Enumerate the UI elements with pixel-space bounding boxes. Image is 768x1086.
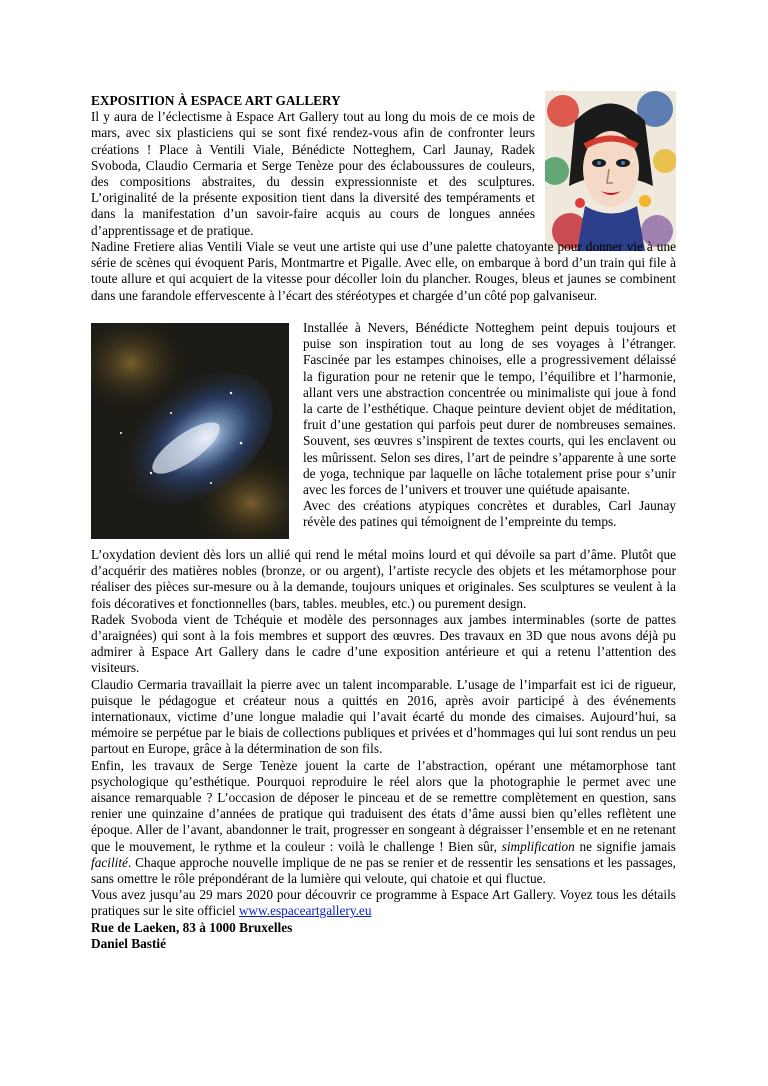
- paragraph-notteghem: Installée à Nevers, Bénédicte Notteghem peint depuis toujours et puise son inspiration tout au long de ses voyages à l’étranger. Fascinée par les estampes chinoises, elle a progressivement délaissé la figuration pour ne retenir que le tempo, l’équilibre et l’harmonie, allant vers une abstraction concentrée ou minimaliste qui joue à fond la carte de l’esthétique. Chaque peinture devient objet de méditation, fruit d’une gestation qui parfois peut durer de nombreuses semaines. Souvent, ses œuvres s’inspirent de textes courts, qui les enclavent ou les mûrissent. Selon ses dires, l’art de peindre s’apparente à une sorte de yoga, technique par laquelle on lâche totalement prise pour s’unir avec les forces de l’univers et trouver une quiétude apaisante.: [303, 320, 676, 498]
- ventili-section: [91, 239, 676, 304]
- teneze-emphasis-facilite: facilité: [91, 854, 128, 870]
- paragraph-svoboda: Radek Svoboda vient de Tchéquie et modèle des personnages aux jambes interminables (sorte de pattes d’araignées) qui sont à la fois membres et support des œuvres. Des travaux en 3D que nous avons déjà pu admirer à Espace Art Gallery dans le cadre d’une exposition antérieure et qui a retenu l’attention des visiteurs.: [91, 611, 676, 676]
- paragraph-closing: [91, 887, 676, 919]
- paragraph-intro: Il y aura de l’éclectisme à Espace Art Gallery tout au long du mois de ce mois de mars, avec six plasticiens qui se sont fixé rendez-vous afin de confronter leurs créations ! Place à Ventili Viale, Bénédicte Notteghem, Carl Jaunay, Radek Svoboda, Claudio Cermaria et Serge Tenèze pour des éclaboussures de couleurs, des compositions abstraites, du dessin expressionniste et des sculptures. L’originalité de la présente exposition tient dans la diversité des tempéraments et dans la manifestation d’un savoir-faire acquis au cours de longues années d’apprentissage et de pratique.: [91, 109, 535, 238]
- intro-section: [91, 93, 535, 239]
- gallery-address: Rue de Laeken, 83 à 1000 Bruxelles: [91, 919, 293, 935]
- gallery-website-link[interactable]: www.espaceartgallery.eu: [238, 903, 372, 919]
- paragraph-jaunay-start: Avec des créations atypiques concrètes et durables, Carl Jaunay révèle des patines qui témoignent de l’empreinte du temps.: [303, 498, 676, 530]
- paragraph-cermaria: Claudio Cermaria travaillait la pierre avec un talent incomparable. L’usage de l’imparfait est ici de rigueur, puisque le pédagogue et créateur nous a quittés en 2016, après avoir participé à des événements internationaux, victime d’une longue maladie qui l’avait écarté du monde des cimaises. Aujourd’hui, sa mémoire se perpétue par le biais de collections publiques et privées et d’hommages qui lui sont rendus un peu partout en Europe, grâce à la détermination de son fils.: [91, 676, 676, 757]
- paragraph-jaunay-rest: L’oxydation devient dès lors un allié qui rend le métal moins lourd et qui dévoile sa part d’âme. Plutôt que d’acquérir des matières nobles (bronze, or ou argent), l’artiste recycle des objets et les métamorphose pour réaliser des pièces sur-mesure ou à la demande, toujours uniques et originales. Ses sculptures se veulent à la fois décoratives et fonctionnelles (bars, tables. meubles, etc.) ou purement design.: [91, 547, 676, 611]
- closing-text: Vous avez jusqu’au 29 mars 2020 pour découvrir ce programme à Espace Art Gallery. Voyez tous les détails pratiques sur le site officiel: [91, 887, 676, 919]
- paragraph-teneze: [91, 758, 676, 888]
- teneze-emphasis-simplification: simplification: [501, 838, 575, 854]
- article-author: Daniel Bastié: [91, 935, 166, 951]
- portrait-painting-image: [545, 91, 676, 251]
- teneze-text-a: Enfin, les travaux de Serge Tenèze jouent la carte de l’abstraction, opérant une métamorphose tant psychologique qu’esthétique. Pourquoi reproduire le réel alors que la photographie le permet avec une aisance remarquable ? L’occasion de déposer le pinceau et de se remettre complètement en question, sans renier une quinzaine d’années de pratique qui traduisent des états d’âme aussi bien qu’elles reflètent une époque. Aller de l’avant, abandonner le trait, progresser en songeant à dégraisser l’ensemble et en ne retenant que le mouvement, le rythme et la couleur : voilà le challenge ! Bien sûr,: [91, 757, 676, 854]
- article-title: EXPOSITION À ESPACE ART GALLERY: [91, 93, 341, 108]
- teneze-text-b: ne signifie jamais: [574, 838, 676, 854]
- notteghem-section: [303, 320, 676, 531]
- cosmic-abstract-painting-image: [91, 323, 289, 539]
- main-text-section: [91, 547, 676, 952]
- paragraph-ventili-viale: Nadine Fretiere alias Ventili Viale se veut une artiste qui use d’une palette chatoyante pour donner vie à une série de scènes qui évoquent Paris, Montmartre et Pigalle. Avec elle, on embarque à bord d’un train qui file à toute allure et qui acquiert de la vitesse pour décoller loin du plancher. Rouges, bleus et jaunes se combinent dans une farandole effervescente à l’écart des stéréotypes et chargée d’un côté pop galvaniseur.: [91, 239, 676, 303]
- teneze-text-c: . Chaque approche nouvelle implique de ne pas se renier et de ressentir les sensations et les passages, sans omettre le rôle prépondérant de la lumière qui veloute, qui chatoie et qui fluctue.: [91, 854, 676, 887]
